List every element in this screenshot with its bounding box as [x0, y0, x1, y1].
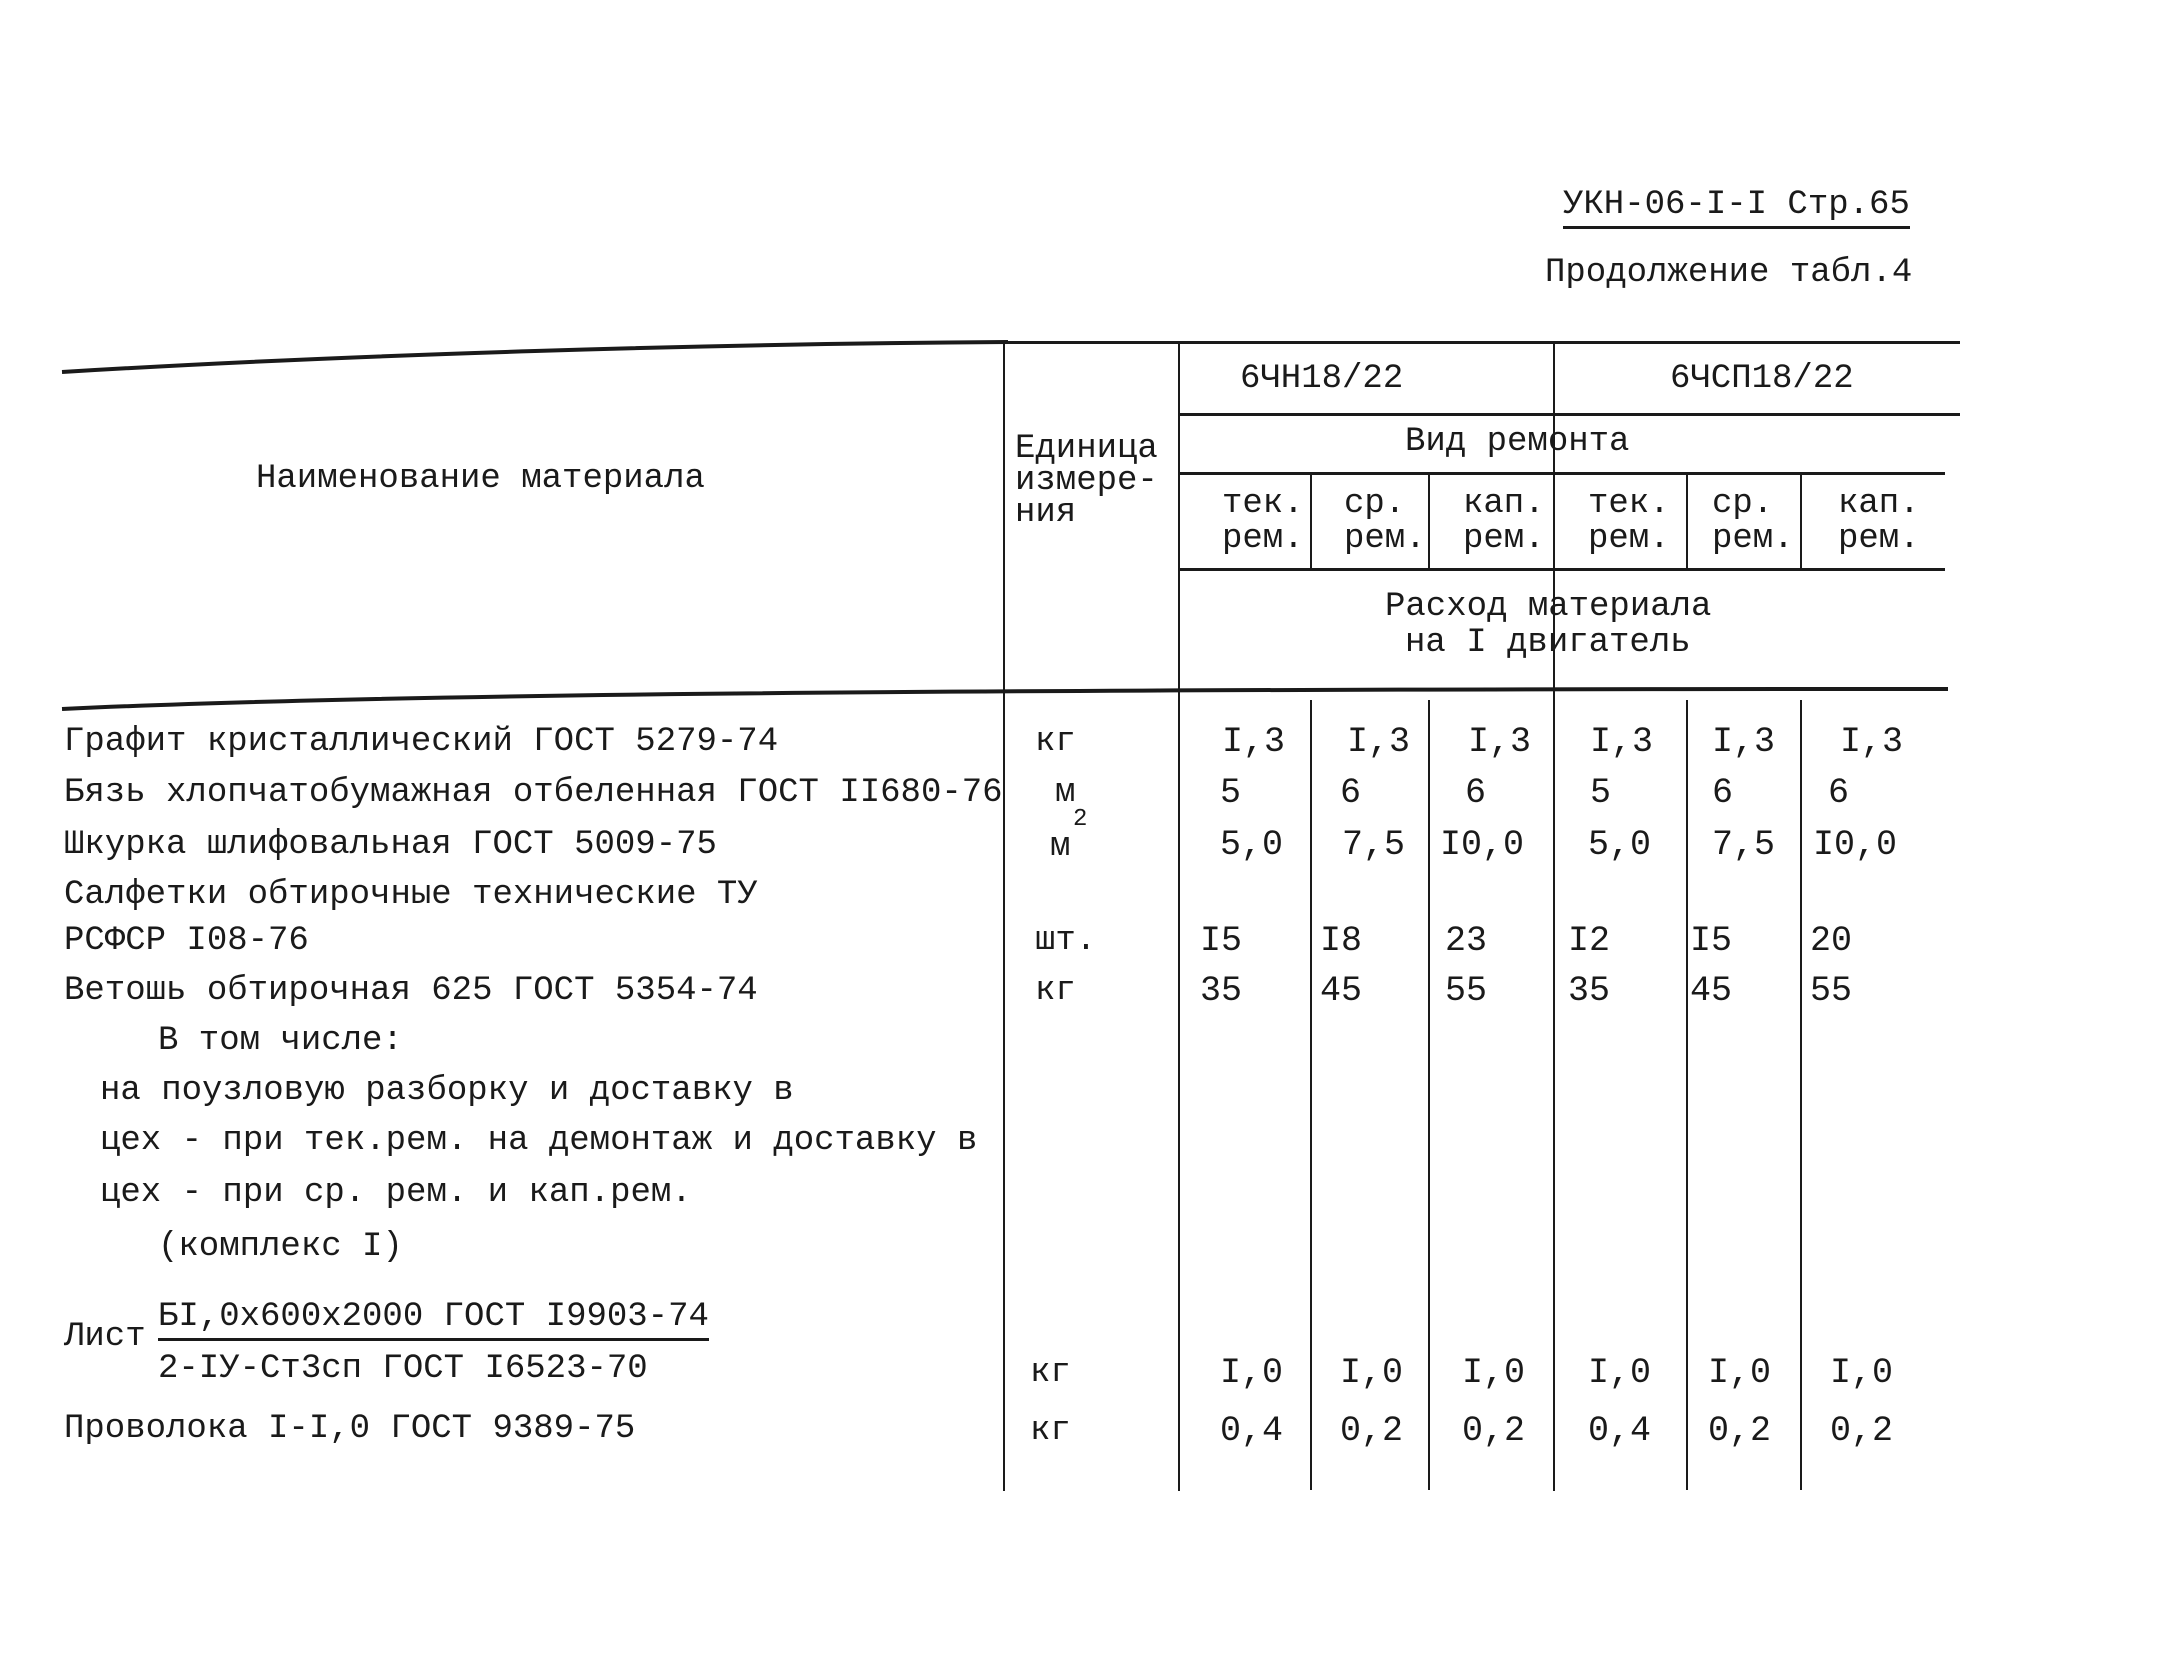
note-line-1: В том числе: [158, 1022, 403, 1060]
row-2-val-1: 5 [1220, 773, 1242, 813]
row-6-val-3: I,0 [1462, 1353, 1526, 1393]
subcol-1-l1: тек. [1222, 485, 1304, 523]
consumption-header-line2: на I двигатель [1405, 624, 1691, 662]
subcol-6-l2: рем. [1838, 520, 1920, 558]
subcol-2-l1: ср. [1344, 485, 1406, 523]
row-7-val-6: 0,2 [1830, 1411, 1894, 1451]
values-col-divider [1178, 341, 1180, 1491]
material-name-header: Наименование материала [256, 460, 705, 498]
row-6-unit: кг [1030, 1354, 1071, 1392]
engine1-header: 6ЧН18/22 [1240, 360, 1404, 398]
subcol-3-l2: рем. [1463, 520, 1545, 558]
consumption-header-line1: Расход материала [1385, 588, 1712, 626]
row-1-val-3: I,3 [1468, 722, 1532, 762]
unit-header-line2: измере- [1015, 462, 1158, 500]
row-3-unit-superscript: 2 [1073, 806, 1088, 833]
row-2-name: Бязь хлопчатобумажная отбеленная ГОСТ II680-76 [64, 774, 1003, 812]
row-4-val-2: I8 [1320, 921, 1363, 961]
table-top-rule-curve [60, 338, 1010, 378]
col-divider-1 [1310, 475, 1312, 570]
row-5-val-6: 55 [1810, 971, 1853, 1011]
row-3-val-3: I0,0 [1440, 825, 1525, 865]
row-7-val-5: 0,2 [1708, 1411, 1772, 1451]
row-5-val-2: 45 [1320, 971, 1363, 1011]
row-5-val-5: 45 [1690, 971, 1733, 1011]
engine-divider [1553, 341, 1555, 1491]
subcol-1-l2: рем. [1222, 520, 1304, 558]
row-5-unit: кг [1035, 972, 1076, 1010]
row-6-sheet-spec-top: БI,0x600x2000 ГОСТ I9903-74 [158, 1300, 709, 1341]
row-6-val-4: I,0 [1588, 1353, 1652, 1393]
col-divider-5-body [1800, 700, 1802, 1490]
header-bottom-rule [60, 685, 1950, 715]
subcols-rule [1180, 568, 1945, 571]
row-6-name: Лист [64, 1318, 146, 1356]
note-line-4: цех - при ср. рем. и кап.рем. [100, 1174, 692, 1212]
row-6-val-5: I,0 [1708, 1353, 1772, 1393]
row-5-val-1: 35 [1200, 971, 1243, 1011]
row-5-val-3: 55 [1445, 971, 1488, 1011]
row-5-name: Ветошь обтирочная 625 ГОСТ 5354-74 [64, 972, 758, 1010]
row-1-val-5: I,3 [1712, 722, 1776, 762]
row-6-val-6: I,0 [1830, 1353, 1894, 1393]
row-4-val-1: I5 [1200, 921, 1243, 961]
subcol-5-l2: рем. [1712, 520, 1794, 558]
row-2-val-6: 6 [1828, 773, 1850, 813]
table-top-rule [1005, 341, 1960, 344]
row-3-val-5: 7,5 [1712, 825, 1776, 865]
unit-header-line1: Единица [1015, 430, 1158, 468]
row-1-val-6: I,3 [1840, 722, 1904, 762]
engine2-header: 6ЧСП18/22 [1670, 360, 1854, 398]
subcol-6-l1: кап. [1838, 485, 1920, 523]
row-2-val-3: 6 [1465, 773, 1487, 813]
document-code: УКН-06-I-I Стр.65 [1563, 188, 1910, 229]
row-6-val-2: I,0 [1340, 1353, 1404, 1393]
row-3-val-1: 5,0 [1220, 825, 1284, 865]
row-1-name: Графит кристаллический ГОСТ 5279-74 [64, 723, 779, 761]
unit-col-divider [1003, 341, 1005, 1491]
row-4-name: Салфетки обтирочные технические ТУ [64, 876, 758, 914]
unit-header-line3: ния [1015, 494, 1077, 532]
row-2-val-4: 5 [1590, 773, 1612, 813]
row-2-unit: м [1055, 774, 1076, 812]
row-1-val-4: I,3 [1590, 722, 1654, 762]
row-3-val-6: I0,0 [1813, 825, 1898, 865]
subcol-5-l1: ср. [1712, 485, 1774, 523]
col-divider-4-body [1686, 700, 1688, 1490]
row-4-unit: шт. [1035, 922, 1097, 960]
row-7-unit: кг [1030, 1412, 1071, 1450]
table-continuation-label: Продолжение табл.4 [1545, 254, 1913, 292]
row-3-val-2: 7,5 [1342, 825, 1406, 865]
note-line-5: (комплекс I) [158, 1228, 403, 1266]
row-7-val-2: 0,2 [1340, 1411, 1404, 1451]
row-5-val-4: 35 [1568, 971, 1611, 1011]
col-divider-2-body [1428, 700, 1430, 1490]
note-line-3: цех - при тек.рем. на демонтаж и доставку в [100, 1122, 978, 1160]
row-6-sheet-spec-bottom: 2-IУ-Ст3сп ГОСТ I6523-70 [158, 1350, 648, 1388]
subcol-4-l1: тек. [1588, 485, 1670, 523]
col-divider-1-body [1310, 700, 1312, 1490]
row-6-val-1: I,0 [1220, 1353, 1284, 1393]
repair-type-rule [1180, 472, 1945, 475]
col-divider-2 [1428, 475, 1430, 570]
col-divider-4 [1686, 475, 1688, 570]
subcol-4-l2: рем. [1588, 520, 1670, 558]
col-divider-5 [1800, 475, 1802, 570]
row-2-val-5: 6 [1712, 773, 1734, 813]
row-4-name-cont: РСФСР I08-76 [64, 922, 309, 960]
subcol-2-l2: рем. [1344, 520, 1426, 558]
row-3-unit: м [1050, 828, 1071, 866]
subcol-3-l1: кап. [1463, 485, 1545, 523]
engine-header-rule [1180, 413, 1960, 416]
row-3-name: Шкурка шлифовальная ГОСТ 5009-75 [64, 826, 717, 864]
row-7-val-4: 0,4 [1588, 1411, 1652, 1451]
row-7-name: Проволока I-I,0 ГОСТ 9389-75 [64, 1410, 636, 1448]
row-7-val-1: 0,4 [1220, 1411, 1284, 1451]
row-4-val-6: 20 [1810, 921, 1853, 961]
row-4-val-4: I2 [1568, 921, 1611, 961]
row-3-val-4: 5,0 [1588, 825, 1652, 865]
row-4-val-3: 23 [1445, 921, 1488, 961]
row-1-unit: кг [1035, 723, 1076, 761]
row-2-val-2: 6 [1340, 773, 1362, 813]
note-line-2: на поузловую разборку и доставку в [100, 1072, 794, 1110]
repair-type-header: Вид ремонта [1405, 423, 1630, 461]
row-1-val-1: I,3 [1222, 722, 1286, 762]
row-1-val-2: I,3 [1347, 722, 1411, 762]
row-7-val-3: 0,2 [1462, 1411, 1526, 1451]
row-4-val-5: I5 [1690, 921, 1733, 961]
